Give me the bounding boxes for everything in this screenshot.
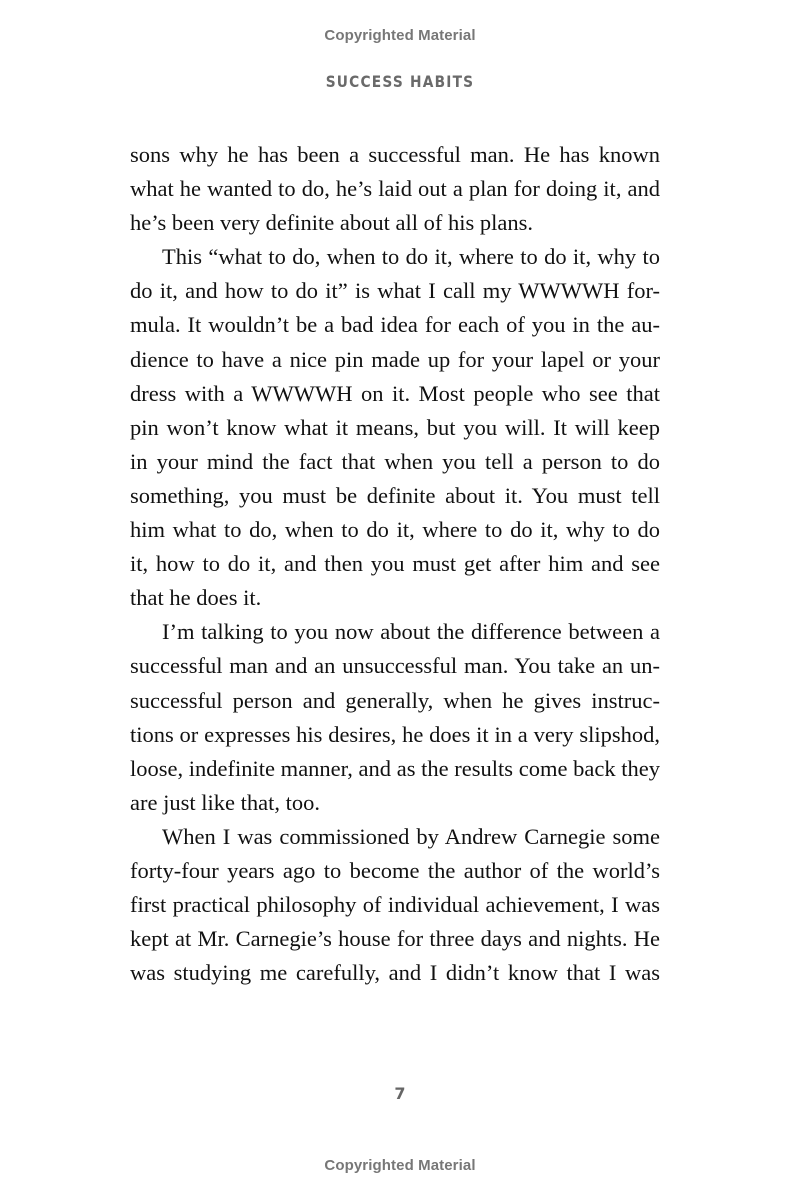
text-line: When I was commissioned by Andrew Carnegie some [162, 823, 660, 849]
copyright-watermark-bottom: Copyrighted Material [324, 1157, 476, 1174]
text-line: in your mind the fact that when you tell a person to do [130, 448, 660, 474]
paragraph [130, 240, 660, 615]
page-number: 7 [394, 1084, 406, 1103]
text-line: successful man and an unsuccessful man. You take an un- [130, 653, 660, 679]
text-line: loose, indefinite manner, and as the results come back they [130, 755, 660, 781]
text-line: This “what to do, when to do it, where to do it, why to [162, 244, 660, 270]
running-head: SUCCESS HABITS [325, 72, 475, 91]
text-line: tions or expresses his desires, he does it in a very slipshod, [130, 721, 660, 747]
text-line: pin won’t know what it means, but you will. It will keep [130, 414, 660, 440]
paragraph [130, 820, 660, 990]
body-text [130, 138, 660, 990]
text-line: it, how to do it, and then you must get after him and see [130, 551, 660, 577]
text-line: something, you must be definite about it. You must tell [130, 482, 660, 508]
paragraph [130, 138, 660, 240]
text-line: forty-four years ago to become the author of the world’s [130, 857, 660, 883]
text-line: him what to do, when to do it, where to do it, why to do [130, 517, 660, 543]
text-line: kept at Mr. Carnegie’s house for three days and nights. He [130, 926, 660, 952]
copyright-watermark-top: Copyrighted Material [324, 27, 476, 44]
text-line: sons why he has been a successful man. He has known [130, 142, 660, 167]
text-line: I’m talking to you now about the difference between a [162, 619, 660, 645]
text-line: what he wanted to do, he’s laid out a plan for doing it, and [130, 176, 660, 202]
text-line: he’s been very definite about all of his plans. [130, 210, 534, 236]
text-line: dience to have a nice pin made up for your lapel or your [130, 346, 660, 372]
text-line: first practical philosophy of individual achievement, I was [130, 892, 660, 918]
text-line: are just like that, too. [130, 789, 320, 815]
text-line: was studying me carefully, and I didn’t know that I was [130, 960, 660, 986]
paragraph [130, 615, 660, 820]
text-line: that he does it. [130, 585, 262, 611]
text-line: dress with a WWWWH on it. Most people who see that [130, 380, 660, 406]
text-line: mula. It wouldn’t be a bad idea for each of you in the au- [130, 312, 660, 338]
text-line: do it, and how to do it” is what I call my WWWWH for- [130, 278, 660, 304]
text-line: successful person and generally, when he gives instruc- [130, 687, 660, 713]
